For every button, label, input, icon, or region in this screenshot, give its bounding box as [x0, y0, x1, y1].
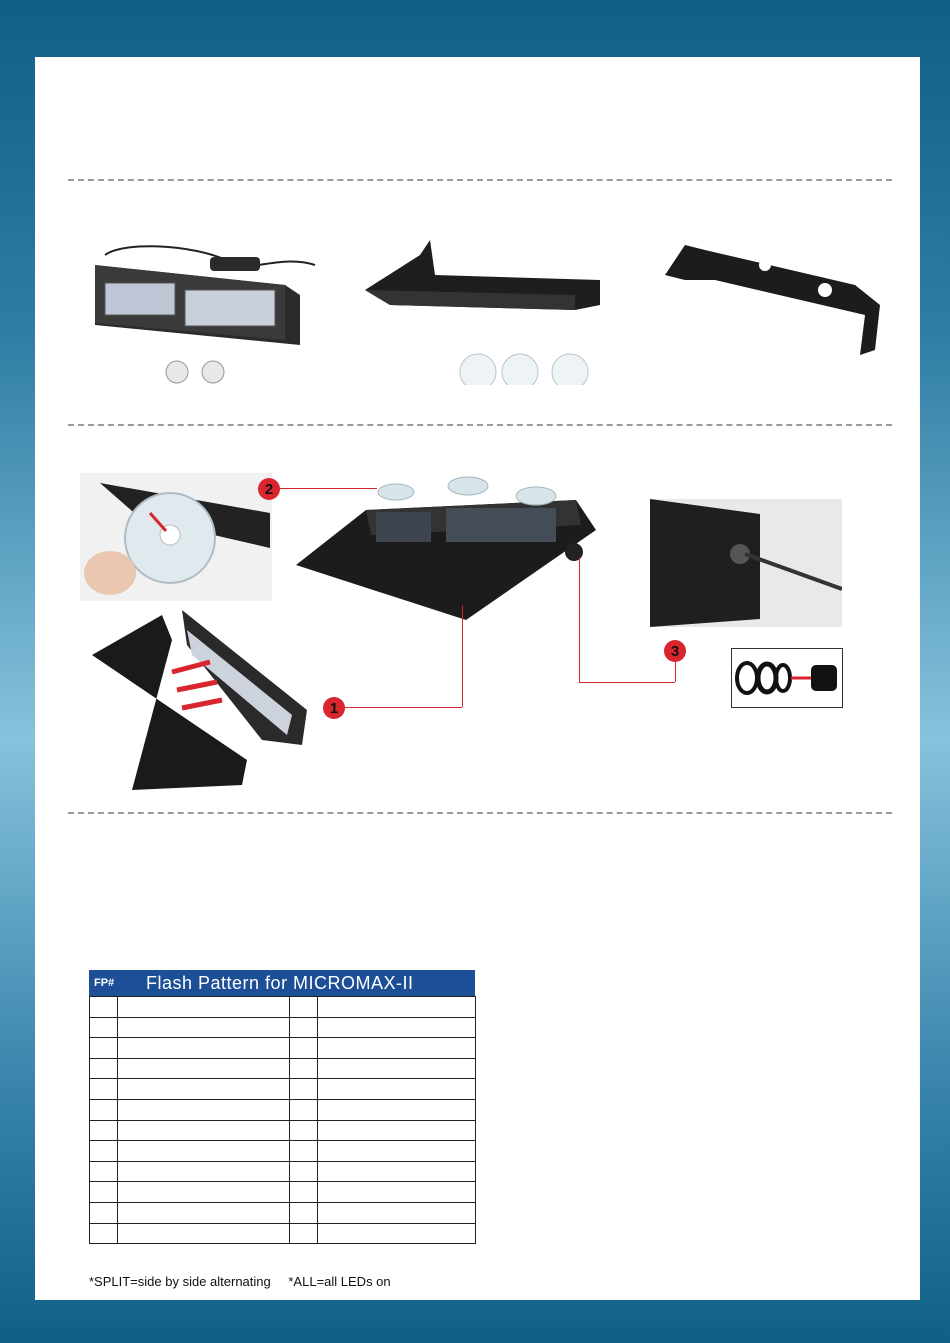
table-cell	[118, 1017, 290, 1038]
table-row	[90, 1120, 476, 1141]
table-cell	[118, 1099, 290, 1120]
table-cell	[318, 1099, 476, 1120]
flash-pattern-table	[89, 970, 475, 1244]
callout-leader	[344, 707, 462, 708]
table-cell	[290, 1202, 318, 1223]
table-row	[90, 1079, 476, 1100]
section-divider	[68, 179, 892, 181]
table-cell	[90, 1058, 118, 1079]
table-cell	[318, 1182, 476, 1203]
callout-leader	[579, 682, 675, 683]
table-cell	[90, 1141, 118, 1162]
table-cell	[90, 1120, 118, 1141]
light-bar-photo	[85, 235, 325, 385]
table-row	[90, 997, 476, 1018]
table-cell	[318, 1120, 476, 1141]
table-cell	[118, 1038, 290, 1059]
table-cell	[90, 1202, 118, 1223]
table-row	[90, 1161, 476, 1182]
table-cell	[118, 1202, 290, 1223]
table-cell	[318, 997, 476, 1018]
table-cell	[290, 1161, 318, 1182]
table-grid	[89, 996, 476, 1244]
table-row	[90, 1017, 476, 1038]
table-cell	[118, 1223, 290, 1244]
screwdriver-photo	[650, 499, 842, 627]
mount-bracket-photo	[360, 235, 610, 385]
table-cell	[290, 1182, 318, 1203]
callout-leader	[579, 558, 580, 682]
table-cell	[118, 1161, 290, 1182]
callout-leader	[675, 660, 676, 682]
table-title: Flash Pattern for MICROMAX-II	[146, 972, 414, 993]
table-row	[90, 1141, 476, 1162]
table-cell	[290, 1120, 318, 1141]
table-row	[90, 1223, 476, 1244]
table-cell	[90, 1038, 118, 1059]
table-cell	[318, 1038, 476, 1059]
table-row	[90, 1038, 476, 1059]
callout-2: 2	[258, 478, 280, 500]
table-row	[90, 1182, 476, 1203]
table-cell	[290, 1099, 318, 1120]
table-cell	[90, 1182, 118, 1203]
table-cell	[90, 997, 118, 1018]
table-cell	[318, 1058, 476, 1079]
table-cell	[90, 1099, 118, 1120]
table-cell	[290, 1223, 318, 1244]
table-cell	[318, 1223, 476, 1244]
section-divider	[68, 424, 892, 426]
table-cell	[290, 1038, 318, 1059]
table-row	[90, 1058, 476, 1079]
footnote-split: *SPLIT=side by side alternating	[89, 1274, 271, 1289]
table-cell	[118, 1079, 290, 1100]
table-cell	[118, 1120, 290, 1141]
table-cell	[290, 997, 318, 1018]
table-cell	[118, 1182, 290, 1203]
table-cell	[90, 1017, 118, 1038]
table-row	[90, 1099, 476, 1120]
table-cell	[118, 1141, 290, 1162]
footnote-all: *ALL=all LEDs on	[288, 1274, 391, 1289]
callout-3: 3	[664, 640, 686, 662]
table-cell	[318, 1202, 476, 1223]
flat-bracket-photo	[655, 235, 890, 365]
table-cell	[90, 1161, 118, 1182]
table-cell	[290, 1079, 318, 1100]
callout-leader	[462, 606, 463, 707]
screw-hardware-photo	[731, 648, 843, 708]
table-cell	[118, 1058, 290, 1079]
footnotes	[89, 1274, 405, 1289]
callout-leader	[279, 488, 377, 489]
callout-1: 1	[323, 697, 345, 719]
section-divider	[68, 812, 892, 814]
assembled-light-photo	[296, 470, 606, 625]
table-cell	[290, 1058, 318, 1079]
table-cell	[90, 1223, 118, 1244]
table-cell	[318, 1141, 476, 1162]
table-cell	[318, 1017, 476, 1038]
fp-code-label: FP#	[94, 977, 115, 989]
table-cell	[290, 1017, 318, 1038]
table-cell	[290, 1141, 318, 1162]
table-cell	[90, 1079, 118, 1100]
table-cell	[318, 1161, 476, 1182]
suction-cup-photo	[80, 473, 272, 601]
table-row	[90, 1202, 476, 1223]
table-cell	[118, 997, 290, 1018]
table-header	[89, 970, 475, 996]
slide-in-photo	[92, 610, 312, 795]
table-cell	[318, 1079, 476, 1100]
